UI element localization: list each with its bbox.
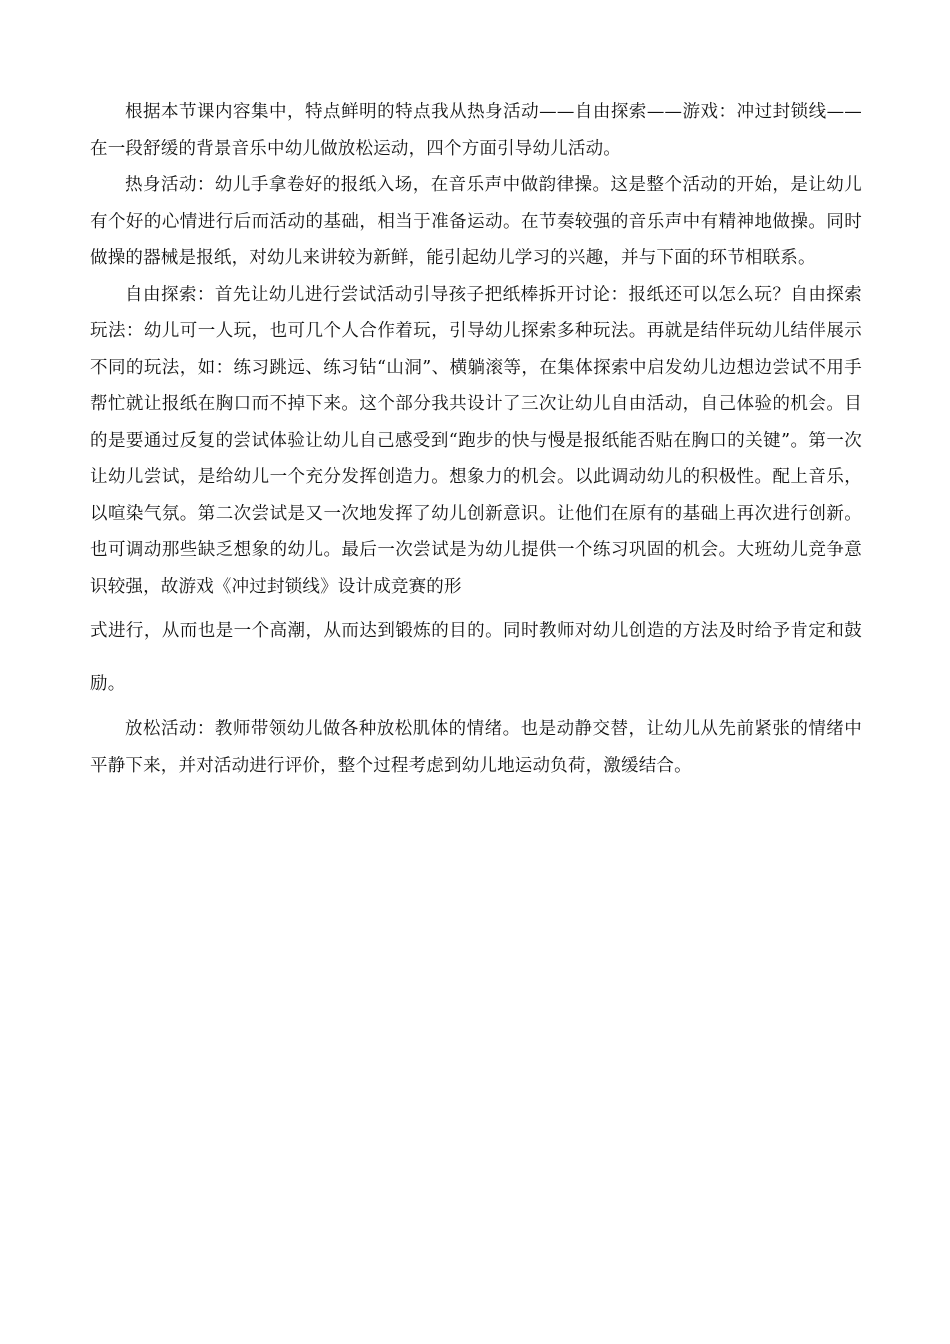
paragraph-intro: 根据本节课内容集中，特点鲜明的特点我从热身活动——自由探索——游戏：冲过封锁线——在一段舒缓的背景音乐中幼儿做放松运动，四个方面引导幼儿活动。 [90, 102, 862, 159]
paragraph-free-exploration: 自由探索：首先让幼儿进行尝试活动引导孩子把纸棒拆开讨论：报纸还可以怎么玩？自由探索玩法：幼儿可一人玩，也可几个人合作着玩，引导幼儿探索多种玩法。再就是结伴玩幼儿结伴展示不同的玩法，如：练习跳远、练习钻“山洞”、横躺滚等，在集体探索中启发幼儿边想边尝试不用手帮忙就让报纸在胸口而不掉下来。这个部分我共设计了三次让幼儿自由活动，自己体验的机会。目的是要通过反复的尝试体验让幼儿自己感受到“跑步的快与慢是报纸能否贴在胸口的关键”。第一次让幼儿尝试，是给幼儿一个充分发挥创造力。想象力的机会。以此调动幼儿的积极性。配上音乐，以喧染气氛。第二次尝试是又一次地发挥了幼儿创新意识。让他们在原有的基础上再次进行创新。也可调动那些缺乏想象的幼儿。最后一次尝试是为幼儿提供一个练习巩固的机会。大班幼儿竞争意识较强，故游戏《冲过封锁线》设计成竞赛的形 [90, 284, 862, 597]
body-text [90, 94, 862, 784]
paragraph-warm-up: 热身活动：幼儿手拿卷好的报纸入场，在音乐声中做韵律操。这是整个活动的开始，是让幼儿有个好的心情进行后而活动的基础，相当于准备运动。在节奏较强的音乐声中有精神地做操。同时做操的器械是报纸，对幼儿来讲较为新鲜，能引起幼儿学习的兴趣，并与下面的环节相联系。 [90, 175, 862, 268]
paragraph-free-exploration-continued: 式进行，从而也是一个高潮，从而达到锻炼的目的。同时教师对幼儿创造的方法及时给予肯定和鼓励。 [90, 621, 862, 694]
paragraph-relaxation: 放松活动：教师带领幼儿做各种放松肌体的情绪。也是动静交替，让幼儿从先前紧张的情绪中平静下来，并对活动进行评价，整个过程考虑到幼儿地运动负荷，激缓结合。 [90, 719, 862, 776]
